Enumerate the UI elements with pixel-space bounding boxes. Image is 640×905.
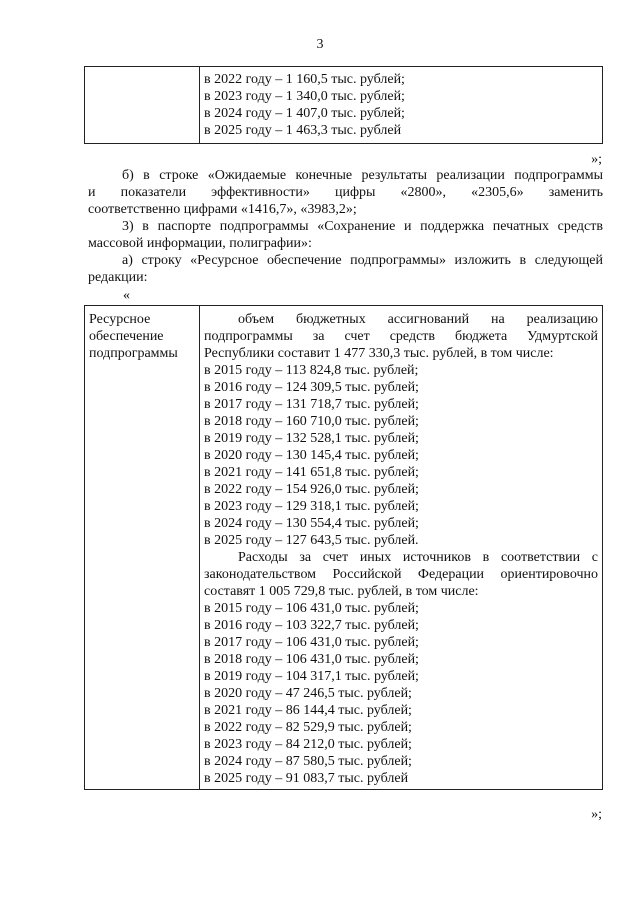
budget-year-line: в 2024 году – 130 554,4 тыс. рублей; (204, 516, 419, 531)
other-year-line: в 2015 году – 106 431,0 тыс. рублей; (204, 601, 419, 616)
top-table-line: в 2025 году – 1 463,3 тыс. рублей (204, 123, 402, 138)
resource-label-cell (85, 306, 200, 790)
paragraph-3 (88, 218, 603, 252)
paragraph-a-line: а) строку «Ресурсное обеспечение подпрограммы» изложить в следующей (122, 253, 603, 268)
other-sources-line: законодательством Российской Федерации ориентировочно (204, 567, 598, 582)
other-year-line: в 2023 году – 84 212,0 тыс. рублей; (204, 737, 412, 752)
intro-line: подпрограммы за счет средств бюджета Удмуртской (204, 329, 598, 344)
resource-table (84, 305, 603, 790)
other-year-line: в 2017 году – 106 431,0 тыс. рублей; (204, 635, 419, 650)
paragraph-3-line: массовой информации, полиграфии»: (88, 236, 312, 251)
other-year-line: в 2020 году – 47 246,5 тыс. рублей; (204, 686, 412, 701)
other-year-line: в 2021 году – 86 144,4 тыс. рублей; (204, 703, 412, 718)
other-year-line: в 2024 году – 87 580,5 тыс. рублей; (204, 754, 412, 769)
resource-value-cell (200, 306, 603, 790)
paragraph-a-line: редакции: (88, 270, 148, 285)
other-year-line: в 2025 году – 91 083,7 тыс. рублей (204, 771, 409, 786)
top-table-line: в 2022 году – 1 160,5 тыс. рублей; (204, 72, 405, 87)
paragraph-b-line: и показатели эффективности» цифры «2800», «2305,6» заменить (88, 185, 603, 200)
other-year-line: в 2016 году – 103 322,7 тыс. рублей; (204, 618, 419, 633)
top-table (84, 66, 603, 144)
budget-year-line: в 2025 году – 127 643,5 тыс. рублей. (204, 533, 419, 548)
paragraph-b (88, 167, 603, 218)
budget-year-line: в 2018 году – 160 710,0 тыс. рублей; (204, 414, 419, 429)
intro-line: объем бюджетных ассигнований на реализацию (238, 312, 598, 327)
paragraph-a (88, 252, 603, 286)
other-year-line: в 2019 году – 104 317,1 тыс. рублей; (204, 669, 419, 684)
budget-year-line: в 2021 году – 141 651,8 тыс. рублей; (204, 465, 419, 480)
budget-year-line: в 2019 году – 132 528,1 тыс. рублей; (204, 431, 419, 446)
paragraph-b-line: соответственно цифрами «1416,7», «3983,2»; (88, 202, 357, 217)
resource-label: Ресурсное обеспечение подпрограммы (89, 312, 178, 361)
budget-year-line: в 2020 году – 130 145,4 тыс. рублей; (204, 448, 419, 463)
paragraph-b-line: б) в строке «Ожидаемые конечные результаты реализации подпрограммы (122, 168, 603, 183)
top-table-line: в 2024 году – 1 407,0 тыс. рублей; (204, 106, 405, 121)
other-year-line: в 2018 году – 106 431,0 тыс. рублей; (204, 652, 419, 667)
top-table-label-cell (85, 67, 200, 144)
other-year-line: в 2022 году – 82 529,9 тыс. рублей; (204, 720, 412, 735)
budget-year-line: в 2016 году – 124 309,5 тыс. рублей; (204, 380, 419, 395)
budget-year-line: в 2022 году – 154 926,0 тыс. рублей; (204, 482, 419, 497)
budget-year-line: в 2023 году – 129 318,1 тыс. рублей; (204, 499, 419, 514)
paragraph-3-line: 3) в паспорте подпрограммы «Сохранение и поддержка печатных средств (122, 219, 603, 234)
page-number: 3 (316, 37, 324, 52)
other-sources-line: составят 1 005 729,8 тыс. рублей, в том числе: (204, 584, 479, 599)
other-sources-line: Расходы за счет иных источников в соответствии с (238, 550, 598, 565)
top-table-line: в 2023 году – 1 340,0 тыс. рублей; (204, 89, 405, 104)
closing-quote: »; (591, 152, 602, 167)
budget-year-line: в 2015 году – 113 824,8 тыс. рублей; (204, 363, 419, 378)
budget-year-line: в 2017 году – 131 718,7 тыс. рублей; (204, 397, 419, 412)
opening-quote: « (123, 288, 130, 303)
top-table-value-cell (200, 67, 603, 144)
intro-line: Республики составит 1 477 330,3 тыс. рублей, в том числе: (204, 346, 554, 361)
closing-quote: »; (591, 807, 602, 822)
